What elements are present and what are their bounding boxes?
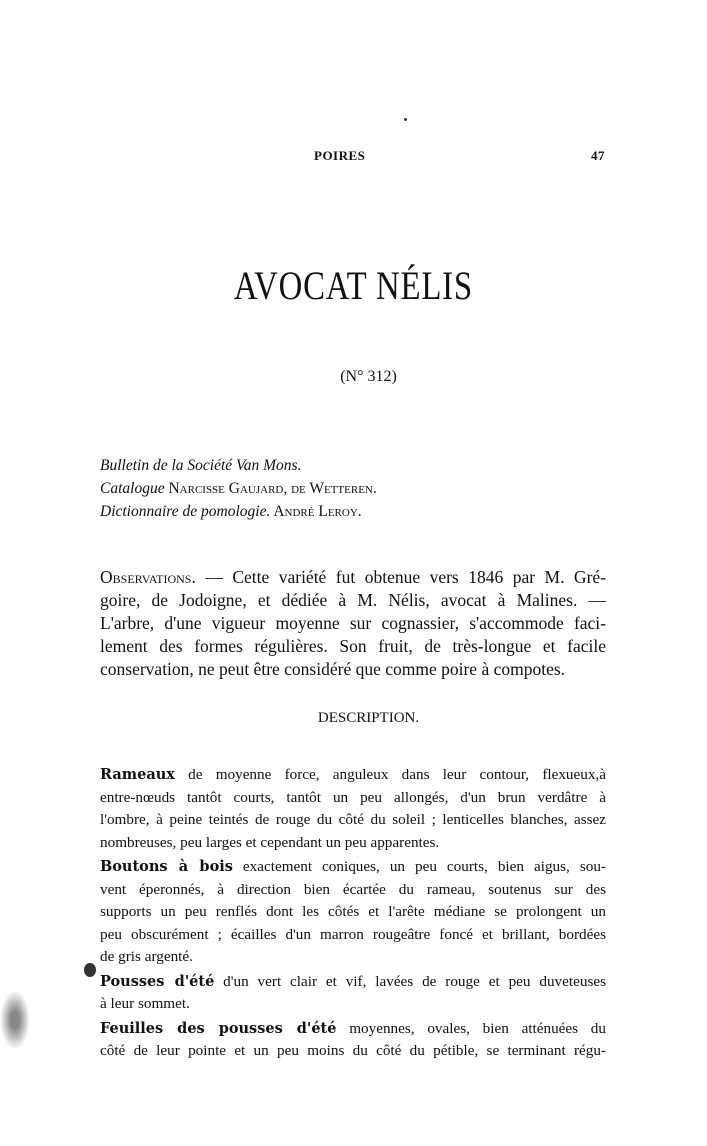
references — [100, 454, 377, 523]
text-fragment: moyennes, ovales, bien atténuées du — [336, 1019, 606, 1037]
text-line: goire, de Jodoigne, et dédiée à M. Nélis, avocat à Malines. — — [100, 590, 606, 610]
text-line: côté de leur pointe et un peu moins du côté du pétible, se terminant régu- — [100, 1042, 606, 1059]
page-title: AVOCAT NÉLIS — [233, 263, 473, 308]
description-paragraph-rameaux — [100, 764, 606, 854]
running-title: POIRES — [314, 148, 366, 163]
text-line — [100, 1018, 606, 1041]
text-line: nombreuses, peu larges et cependant un peu apparentes. — [100, 833, 440, 851]
scan-noise — [0, 990, 30, 1050]
text-line: entre-nœuds tantôt courts, tantôt un peu allongés, d'un brun verdâtre à — [100, 788, 606, 806]
catalog-number: (N° 312) — [340, 368, 397, 385]
reference-title: Bulletin de la Société Van Mons. — [100, 457, 302, 474]
description-body — [100, 764, 606, 1063]
text-line: peu obscurément ; écailles d'un marron rougeâtre foncé et brillant, bordées — [100, 925, 606, 943]
text-line: vent éperonnés, à direction bien écartée du rameau, soutenus sur des — [100, 880, 606, 898]
paragraph-lead: Boutons à bois — [100, 858, 233, 875]
observations-paragraph — [100, 566, 606, 681]
text-fragment: — Cette variété fut obtenue vers 1846 par M. Gré- — [195, 567, 606, 587]
reference-title: Dictionnaire de pomologie. — [100, 503, 271, 520]
paragraph-lead: Feuilles des pousses d'été — [100, 1019, 337, 1037]
reference-item — [100, 500, 377, 523]
text-line: à leur sommet. — [100, 995, 190, 1012]
text-line: L'arbre, d'une vigueur moyenne sur cognassier, s'accommode faci- — [100, 613, 606, 633]
text-line: conservation, ne peut être considéré que comme poire à compotes. — [100, 659, 566, 679]
reference-item — [100, 454, 377, 477]
reference-author: André Leroy. — [270, 503, 362, 520]
reference-item — [100, 477, 377, 500]
text-fragment: d'un vert clair et vif, lavées de rouge et peu duveteuses — [214, 972, 607, 990]
text-line — [100, 764, 606, 787]
section-heading: DESCRIPTION. — [317, 710, 420, 726]
text-line — [100, 566, 606, 589]
description-paragraph-pousses — [100, 971, 606, 1016]
text-line: de gris argenté. — [100, 948, 193, 965]
speck — [404, 118, 407, 121]
page-number: 47 — [591, 148, 605, 163]
text-line: supports un peu renflés dont les côtés et l'arête médiane se prolongent un — [100, 903, 606, 920]
reference-title: Catalogue — [100, 480, 165, 497]
description-paragraph-feuilles — [100, 1018, 606, 1063]
text-fragment: exactement coniques, un peu courts, bien aigus, sou- — [232, 858, 606, 875]
text-line: l'ombre, à peine teintés de rouge du côté du soleil ; lenticelles blanches, assez — [100, 811, 606, 828]
reference-author: Narcisse Gaujard, de Wetteren. — [164, 480, 377, 497]
text-line — [100, 856, 606, 879]
observations-lead: Observations. — [100, 567, 196, 587]
text-line — [100, 971, 606, 994]
paragraph-lead: Rameaux — [100, 766, 175, 783]
description-paragraph-boutons — [100, 856, 606, 969]
ink-blot — [84, 963, 96, 977]
text-fragment: de moyenne force, anguleux dans leur contour, flexueux,à — [174, 766, 606, 783]
text-line: lement des formes régulières. Son fruit, de très-longue et facile — [100, 636, 606, 656]
paragraph-lead: Pousses d'été — [100, 972, 215, 990]
